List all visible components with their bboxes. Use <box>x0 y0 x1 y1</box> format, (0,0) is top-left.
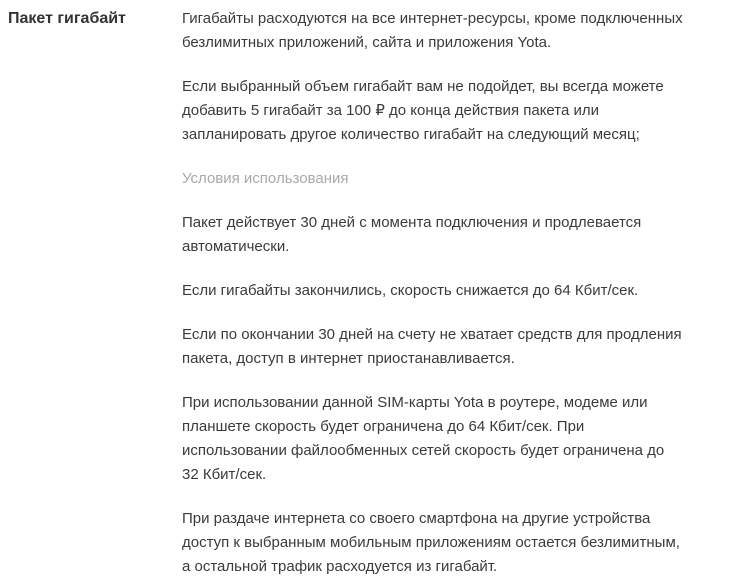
term-label: Пакет гигабайт <box>8 10 126 27</box>
usage-conditions-subheading: Условия использования <box>182 170 349 187</box>
condition-paragraph: Если гигабайты закончились, скорость снижается до 64 Кбит/сек. <box>182 282 639 299</box>
condition-paragraph: При раздаче интернета со своего смартфона на другие устройства доступ к выбранным мобильным приложениям остается безлимитным, а остальной трафик расходуется из гигабайт. <box>182 510 680 575</box>
description-paragraph: Гигабайты расходуются на все интернет-ресурсы, кроме подключенных безлимитных приложений, сайта и приложения Yota. <box>182 10 683 51</box>
condition-paragraph: При использовании данной SIM-карты Yota в роутере, модеме или планшете скорость будет ограничена до 64 Кбит/сек. При использовании файлообменных сетей скорость будет ограничена до 32 Кбит/сек. <box>182 394 665 483</box>
description-column <box>182 7 684 579</box>
term-column <box>8 7 182 31</box>
description-paragraph: Если выбранный объем гигабайт вам не подойдет, вы всегда можете добавить 5 гигабайт за 100 ₽ до конца действия пакета или запланировать другое количество гигабайт на следующий месяц; <box>182 78 664 143</box>
condition-paragraph: Если по окончании 30 дней на счету не хватает средств для продления пакета, доступ в интернет приостанавливается. <box>182 326 682 367</box>
condition-paragraph: Пакет действует 30 дней с момента подключения и продлевается автоматически. <box>182 214 642 255</box>
